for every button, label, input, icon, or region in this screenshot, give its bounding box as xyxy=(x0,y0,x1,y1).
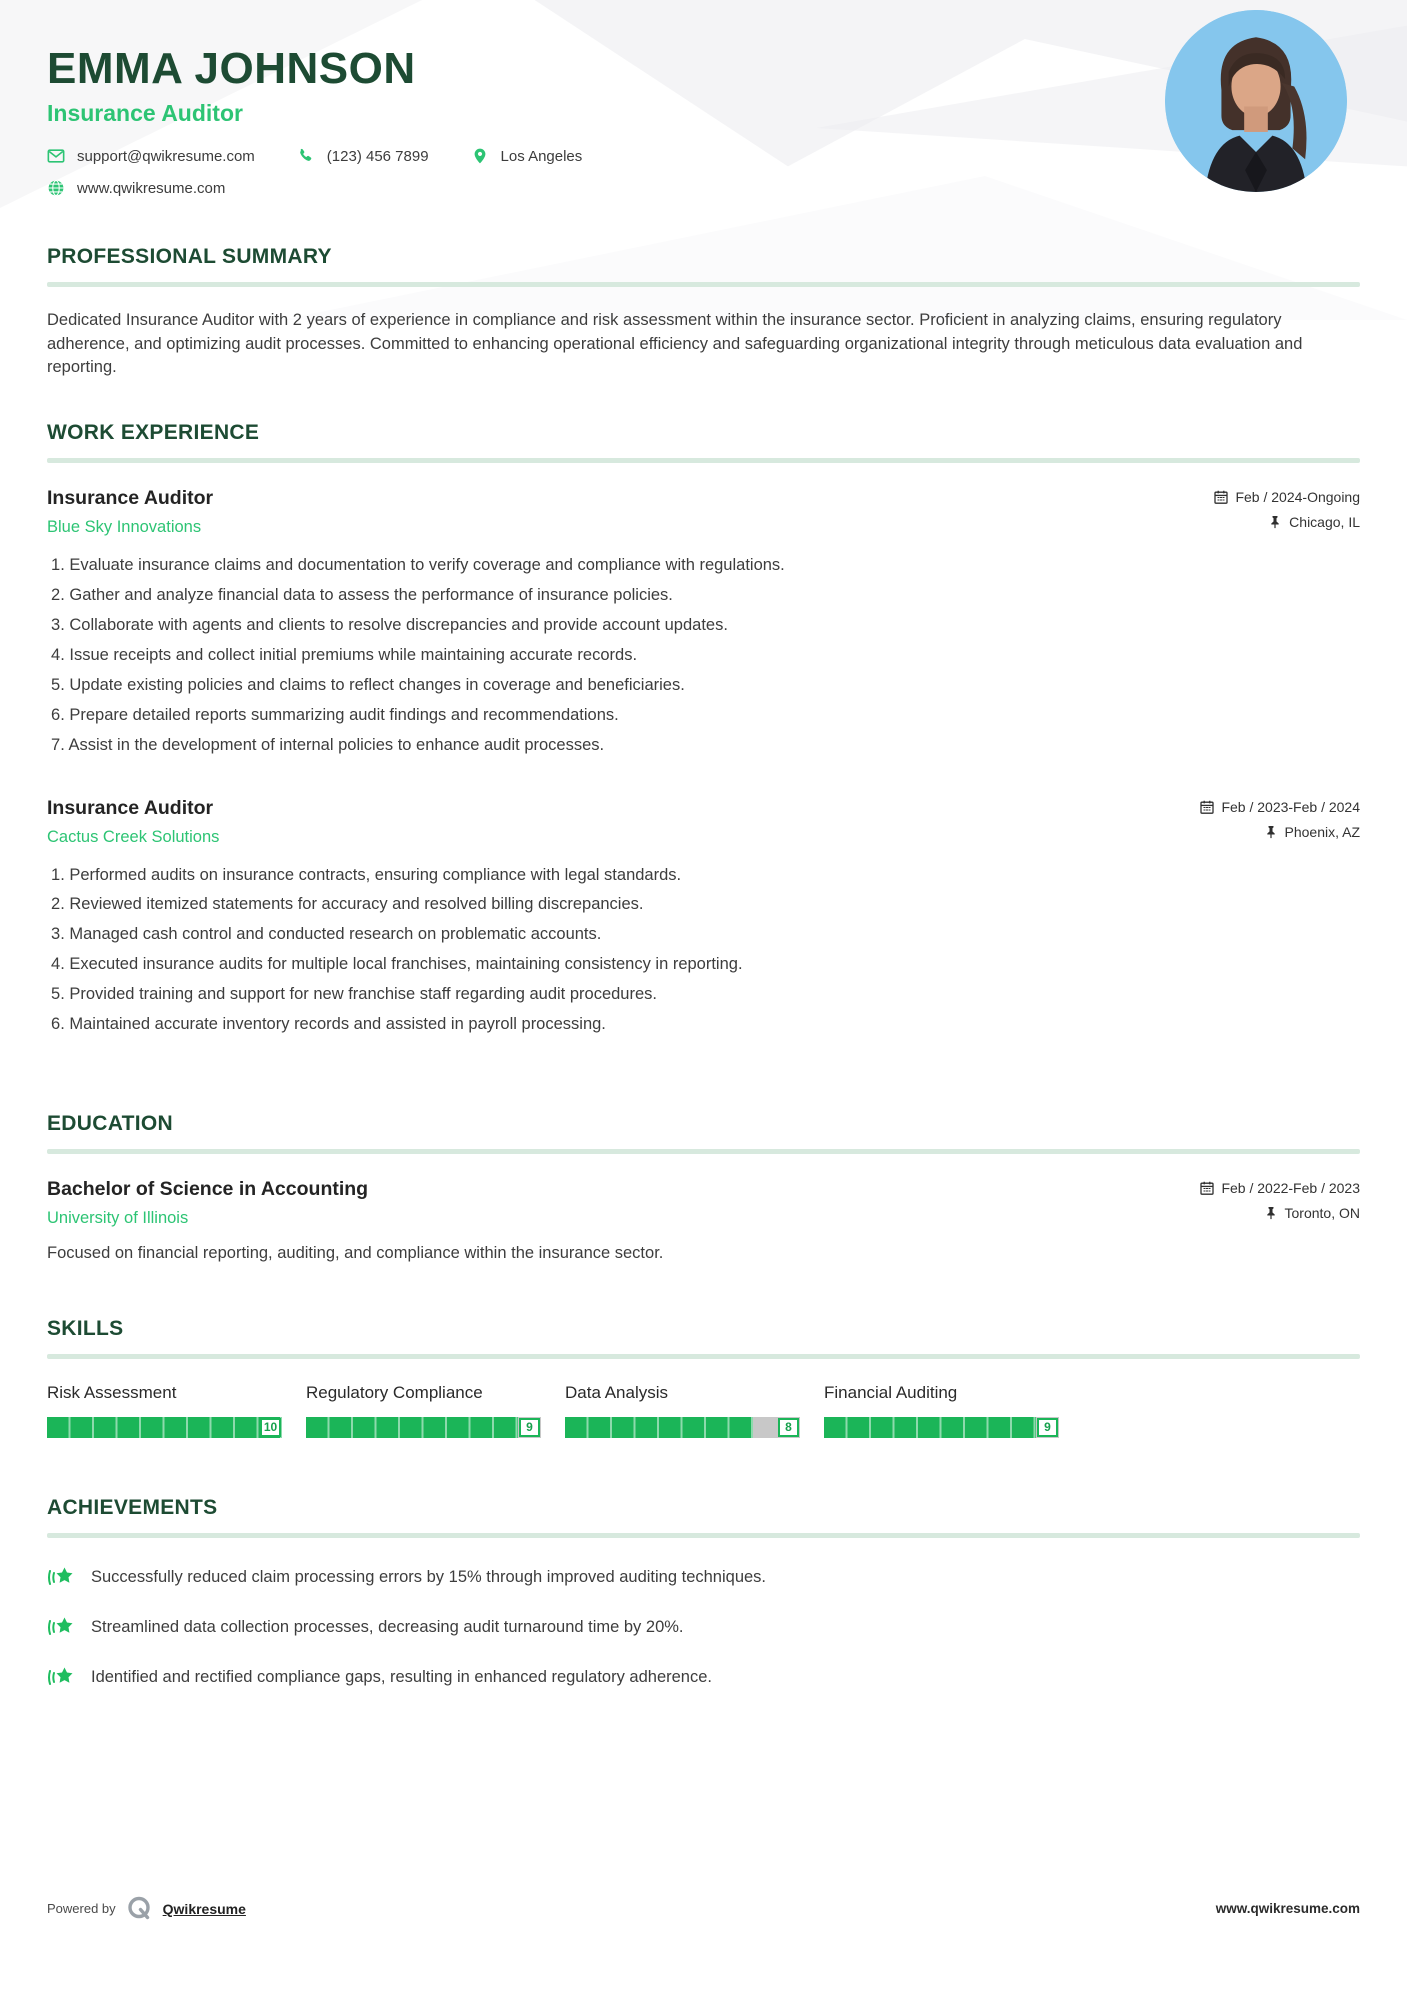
achievement-item xyxy=(47,1614,1360,1641)
section-summary xyxy=(47,245,1360,379)
skill-rating-badge: 10 xyxy=(260,1418,281,1437)
skill-rating-badge: 8 xyxy=(778,1418,799,1437)
skill-financial-auditing xyxy=(824,1383,1059,1438)
skills-heading: SKILLS xyxy=(47,1316,124,1340)
pushpin-icon xyxy=(1264,825,1278,839)
duty-item: Evaluate insurance claims and documentation to verify coverage and compliance with regulations. xyxy=(69,556,785,575)
education-description: Focused on financial reporting, auditing, and compliance within the insurance sector. xyxy=(47,1243,664,1262)
section-divider xyxy=(47,458,1360,463)
duty-item: Managed cash control and conducted research on problematic accounts. xyxy=(69,925,602,944)
duty-item: Collaborate with agents and clients to resolve discrepancies and provide account updates. xyxy=(69,616,728,635)
calendar-icon xyxy=(1214,490,1228,504)
achievements-heading: ACHIEVEMENTS xyxy=(47,1495,218,1519)
skill-label: Data Analysis xyxy=(565,1382,668,1402)
duty-list xyxy=(47,865,1360,1036)
section-achievements xyxy=(47,1496,1360,1691)
footer-website-link[interactable]: www.qwikresume.com xyxy=(1215,1901,1360,1916)
header xyxy=(47,0,1360,197)
phone-item xyxy=(297,147,429,165)
phone-icon xyxy=(297,147,315,165)
section-divider xyxy=(47,1149,1360,1154)
section-skills xyxy=(47,1317,1360,1438)
skill-rating-badge: 9 xyxy=(519,1418,540,1437)
skill-bar xyxy=(824,1417,1059,1438)
qwikresume-logo-icon xyxy=(126,1895,153,1922)
powered-by-label: Powered by xyxy=(47,1901,116,1916)
job-dates: Feb / 2023-Feb / 2024 xyxy=(1200,799,1360,815)
section-divider xyxy=(47,1533,1360,1538)
qwikresume-link[interactable]: Qwikresume xyxy=(162,1900,246,1917)
achievement-item xyxy=(47,1664,1360,1691)
achievement-item xyxy=(47,1564,1360,1591)
duty-item: Provided training and support for new franchise staff regarding audit procedures. xyxy=(69,985,657,1004)
summary-heading: PROFESSIONAL SUMMARY xyxy=(47,245,332,269)
job-title: Insurance Auditor xyxy=(47,796,214,819)
summary-text: Dedicated Insurance Auditor with 2 years of experience in compliance and risk assessment within the insurance sector. Proficient in analyzing claims, ensuring regulatory adherence, and optimizing audit processes. Committed to enhancing operational efficiency and safeguarding organizational integrity through meticulous data evaluation and reporting. xyxy=(47,311,1303,377)
email-text: support@qwikresume.com xyxy=(77,147,255,165)
duty-item: Gather and analyze financial data to assess the performance of insurance policies. xyxy=(69,586,673,605)
duty-item: Issue receipts and collect initial premiums while maintaining accurate records. xyxy=(69,646,638,665)
skill-label: Financial Auditing xyxy=(824,1382,958,1402)
location-text: Los Angeles xyxy=(500,147,583,165)
star-badge-icon xyxy=(47,1614,74,1641)
job-title: Insurance Auditor xyxy=(47,487,214,510)
website-text: www.qwikresume.com xyxy=(77,179,226,197)
calendar-icon xyxy=(1200,800,1214,814)
email-icon xyxy=(47,147,65,165)
company-name: Blue Sky Innovations xyxy=(47,518,202,537)
education-heading: EDUCATION xyxy=(47,1111,173,1135)
duty-item: Assist in the development of internal policies to enhance audit processes. xyxy=(68,736,605,755)
duty-item: Update existing policies and claims to reflect changes in coverage and beneficiaries. xyxy=(69,676,685,695)
star-badge-icon xyxy=(47,1564,74,1591)
star-badge-icon xyxy=(47,1664,74,1691)
duty-item: Prepare detailed reports summarizing audit findings and recommendations. xyxy=(69,706,619,725)
skill-regulatory-compliance xyxy=(306,1383,541,1438)
globe-icon xyxy=(47,179,65,197)
achievement-text: Identified and rectified compliance gaps, resulting in enhanced regulatory adherence. xyxy=(91,1667,712,1686)
calendar-icon xyxy=(1200,1181,1214,1195)
section-education xyxy=(47,1112,1360,1263)
degree-title: Bachelor of Science in Accounting xyxy=(47,1177,369,1200)
achievement-text: Successfully reduced claim processing errors by 15% through improved auditing techniques. xyxy=(91,1567,767,1586)
duty-list xyxy=(47,555,1360,756)
company-name: Cactus Creek Solutions xyxy=(47,827,220,846)
section-experience xyxy=(47,421,1360,1035)
job-location: Phoenix, AZ xyxy=(1264,824,1361,840)
location-item xyxy=(471,147,583,165)
pushpin-icon xyxy=(1264,1206,1278,1220)
section-divider xyxy=(47,1354,1360,1359)
skill-bar xyxy=(306,1417,541,1438)
education-location: Toronto, ON xyxy=(1264,1205,1360,1221)
footer xyxy=(47,1895,1360,1922)
skill-risk-assessment xyxy=(47,1383,282,1438)
email-link[interactable] xyxy=(47,147,255,165)
duty-item: Reviewed itemized statements for accuracy and resolved billing discrepancies. xyxy=(69,895,644,914)
candidate-title: Insurance Auditor xyxy=(47,100,243,127)
skill-label: Regulatory Compliance xyxy=(306,1382,483,1402)
school-name: University of Illinois xyxy=(47,1208,189,1227)
skill-bar xyxy=(565,1417,800,1438)
education-entry xyxy=(47,1178,1360,1263)
duty-item: Maintained accurate inventory records and assisted in payroll processing. xyxy=(69,1015,606,1034)
skill-label: Risk Assessment xyxy=(47,1382,177,1402)
website-link[interactable] xyxy=(47,179,225,197)
experience-entry-1 xyxy=(47,487,1360,756)
duty-item: Executed insurance audits for multiple local franchises, maintaining consistency in reporting. xyxy=(69,955,743,974)
job-location: Chicago, IL xyxy=(1268,514,1360,530)
contact-info xyxy=(47,147,1360,197)
section-divider xyxy=(47,282,1360,287)
pushpin-icon xyxy=(1268,515,1282,529)
candidate-name: EMMA JOHNSON xyxy=(47,44,416,93)
achievement-text: Streamlined data collection processes, decreasing audit turnaround time by 20%. xyxy=(91,1617,684,1636)
location-pin-icon xyxy=(471,147,489,165)
achievements-list xyxy=(47,1564,1360,1691)
education-dates: Feb / 2022-Feb / 2023 xyxy=(1200,1180,1360,1196)
duty-item: Performed audits on insurance contracts, ensuring compliance with legal standards. xyxy=(69,865,682,884)
skill-bar xyxy=(47,1417,282,1438)
job-dates: Feb / 2024-Ongoing xyxy=(1214,489,1360,505)
phone-text: (123) 456 7899 xyxy=(326,147,429,165)
skills-grid xyxy=(47,1383,1060,1438)
profile-photo xyxy=(1165,10,1347,192)
experience-entry-2 xyxy=(47,797,1360,1036)
experience-heading: WORK EXPERIENCE xyxy=(47,421,260,445)
skill-data-analysis xyxy=(565,1383,800,1438)
skill-rating-badge: 9 xyxy=(1037,1418,1058,1437)
